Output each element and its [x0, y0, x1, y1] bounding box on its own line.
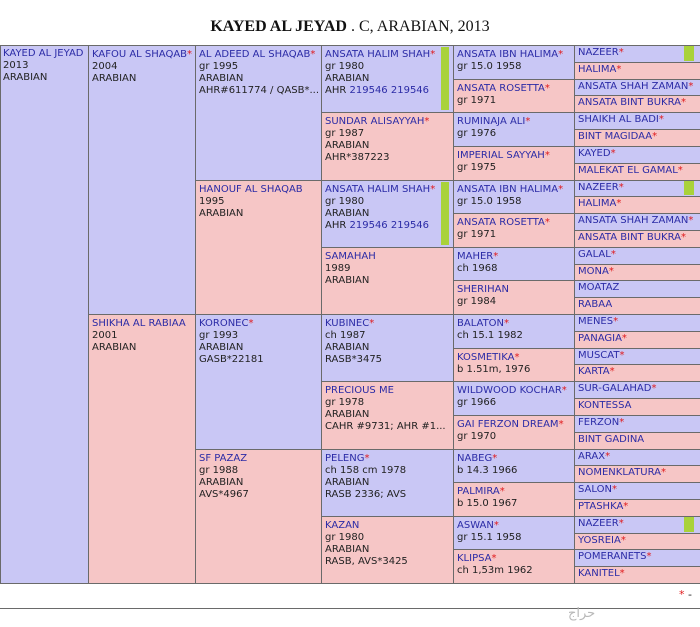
pedigree-cell	[574, 533, 700, 550]
horse-detail: gr 15.0 1958	[457, 196, 522, 207]
pedigree-cell	[453, 549, 575, 584]
footer-legend	[679, 588, 692, 601]
horse-detail: GASB*22181	[199, 354, 264, 365]
horse-detail: 1995	[199, 196, 225, 207]
registry-star: *	[493, 520, 499, 531]
pedigree-cell	[574, 566, 700, 584]
horse-name[interactable]: POMERANETS	[578, 551, 647, 562]
pedigree-cell	[574, 247, 700, 265]
pedigree-cell	[574, 348, 700, 365]
registry-star: *	[618, 47, 624, 58]
horse-name[interactable]: PRECIOUS ME	[325, 385, 394, 396]
pedigree-cell	[195, 180, 322, 315]
horse-detail: 1989	[325, 263, 351, 274]
page-title	[0, 18, 700, 36]
pedigree-cell	[574, 95, 700, 113]
horse-name[interactable]: KLIPSA	[457, 553, 492, 564]
registry-star: *	[621, 333, 627, 344]
highlight-marker	[441, 47, 449, 110]
registry-star: *	[618, 182, 624, 193]
horse-name[interactable]: NAZEER	[578, 182, 619, 193]
pedigree-cell	[574, 465, 700, 483]
horse-name[interactable]: SUR-GALAHAD	[578, 383, 652, 394]
horse-name[interactable]: IMPERIAL SAYYAH	[457, 150, 545, 161]
pedigree-cell	[321, 314, 454, 382]
horse-name[interactable]: ASWAN	[457, 520, 494, 531]
registration-row	[325, 85, 450, 97]
horse-name[interactable]: PANAGIA	[578, 333, 622, 344]
pedigree-cell	[574, 415, 700, 433]
horse-name[interactable]: KUBINEC	[325, 318, 370, 329]
registry-star: *	[623, 501, 629, 512]
registry-star: *	[561, 385, 567, 396]
horse-name[interactable]: HALIMA	[578, 64, 617, 75]
horse-detail: RASB, AVS*3425	[325, 556, 408, 567]
horse-name[interactable]: KONTESSA	[578, 400, 632, 411]
horse-detail: ARABIAN	[325, 342, 370, 353]
footer-star: *	[679, 588, 685, 601]
horse-name[interactable]: BALATON	[457, 318, 505, 329]
pedigree-cell	[574, 230, 700, 248]
horse-name[interactable]: SHERIHAN	[457, 284, 509, 295]
horse-detail: gr 15.0 1958	[457, 61, 522, 72]
horse-detail: ARABIAN	[325, 477, 370, 488]
registry-star: *	[248, 318, 254, 329]
pedigree-cell	[321, 516, 454, 584]
pedigree-cell	[321, 112, 454, 181]
horse-detail: gr 1966	[457, 397, 497, 408]
horse-detail: ARABIAN	[199, 342, 244, 353]
horse-detail: ARABIAN	[3, 72, 48, 83]
horse-detail: gr 1970	[457, 431, 497, 442]
registry-star: *	[369, 318, 375, 329]
pedigree-cell	[453, 415, 575, 450]
horse-name[interactable]: ANSATA ROSETTA	[457, 83, 545, 94]
horse-name[interactable]: PELENG	[325, 453, 365, 464]
horse-name[interactable]: NABEG	[457, 453, 493, 464]
registry-star: *	[620, 535, 626, 546]
pedigree-cell	[453, 45, 575, 80]
title-horse-name: KAYED AL JEYAD	[210, 18, 347, 35]
horse-name[interactable]: ANSATA IBN HALIMA	[457, 184, 559, 195]
registration-link[interactable]: 219546 219546	[349, 85, 430, 96]
pedigree-cell	[574, 180, 700, 197]
horse-detail: gr 1975	[457, 162, 497, 173]
pedigree-cell	[195, 45, 322, 181]
registry-star: *	[616, 198, 622, 209]
highlight-marker	[441, 182, 449, 245]
pedigree-cell	[453, 482, 575, 517]
horse-detail: CAHR #9731; AHR #1...	[325, 421, 446, 432]
horse-detail: AVS*4967	[199, 489, 249, 500]
horse-detail: gr 1987	[325, 128, 365, 139]
horse-detail: ARABIAN	[325, 73, 370, 84]
horse-name[interactable]: GAI FERZON DREAM	[457, 419, 559, 430]
pedigree-cell	[453, 146, 575, 181]
pedigree-cell	[574, 331, 700, 349]
registry-star: *	[493, 251, 499, 262]
footer-dash: -	[688, 588, 692, 601]
pedigree-cell	[453, 381, 575, 416]
horse-name[interactable]: NAZEER	[578, 47, 619, 58]
horse-detail: gr 1993	[199, 330, 239, 341]
horse-detail: AHR#611774 / QASB*...	[199, 85, 320, 96]
registry-star: *	[651, 383, 657, 394]
horse-detail: ARABIAN	[92, 342, 137, 353]
horse-name[interactable]: MENES	[578, 316, 614, 327]
registry-star: *	[619, 417, 625, 428]
pedigree-cell	[453, 449, 575, 483]
pedigree-cell	[453, 280, 575, 315]
pedigree-cell	[574, 314, 700, 332]
horse-detail: gr 15.1 1958	[457, 532, 522, 543]
horse-detail: b 15.0 1967	[457, 498, 518, 509]
pedigree-cell	[574, 112, 700, 130]
horse-name[interactable]: SHIKHA AL RABIAA	[92, 318, 186, 329]
horse-detail: ARABIAN	[325, 409, 370, 420]
pedigree-cell	[453, 180, 575, 214]
horse-name[interactable]: MOATAZ	[578, 282, 620, 293]
horse-detail: 2013	[3, 60, 29, 71]
highlight-marker	[684, 517, 694, 532]
registry-star: *	[616, 64, 622, 75]
horse-name[interactable]: ANSATA IBN HALIMA	[457, 49, 559, 60]
horse-name[interactable]: YOSREIA	[578, 535, 621, 546]
horse-name[interactable]: KANITEL	[578, 568, 620, 579]
horse-name[interactable]: MALEKAT EL GAMAL	[578, 165, 678, 176]
registry-star: *	[499, 486, 505, 497]
title-suffix: . C, ARABIAN, 2013	[350, 18, 490, 35]
horse-name[interactable]: WILDWOOD KOCHAR	[457, 385, 562, 396]
registry-star: *	[680, 97, 686, 108]
pedigree-cell	[574, 297, 700, 315]
registry-star: *	[492, 453, 498, 464]
registry-star: *	[618, 518, 624, 529]
pedigree-cell	[195, 449, 322, 584]
horse-detail: gr 1971	[457, 95, 497, 106]
horse-name[interactable]: MONA	[578, 266, 609, 277]
watermark-logo: حراج	[568, 606, 596, 621]
horse-name[interactable]: ANSATA SHAH ZAMAN	[578, 81, 689, 92]
horse-detail: ARABIAN	[325, 275, 370, 286]
registry-star: *	[430, 184, 436, 195]
registry-star: *	[558, 419, 564, 430]
pedigree-cell	[574, 79, 700, 96]
registry-star: *	[646, 551, 652, 562]
registry-star: *	[544, 83, 550, 94]
horse-name[interactable]: KORONEC	[199, 318, 249, 329]
horse-detail: gr 1980	[325, 196, 365, 207]
horse-name[interactable]: KAYED	[578, 148, 611, 159]
horse-name[interactable]: RABAA	[578, 299, 613, 310]
horse-detail: gr 1980	[325, 61, 365, 72]
horse-name[interactable]: NOMENKLATURA	[578, 467, 662, 478]
horse-name[interactable]: ANSATA SHAH ZAMAN	[578, 215, 689, 226]
registry-star: *	[688, 81, 694, 92]
pedigree-cell	[88, 45, 196, 315]
horse-name[interactable]: MAHER	[457, 251, 494, 262]
horse-name[interactable]: ANSATA HALIM SHAH	[325, 49, 431, 60]
horse-name[interactable]: SHAIKH AL BADI	[578, 114, 659, 125]
registry-star: *	[611, 484, 617, 495]
horse-name[interactable]: GALAL	[578, 249, 611, 260]
registry-star: *	[187, 49, 193, 60]
pedigree-cell	[574, 381, 700, 399]
pedigree-cell	[574, 146, 700, 164]
registry-star: *	[608, 266, 614, 277]
horse-name[interactable]: BINT GADINA	[578, 434, 645, 445]
pedigree-cell	[574, 499, 700, 517]
horse-detail: gr 1980	[325, 532, 365, 543]
pedigree-cell	[574, 482, 700, 500]
pedigree-cell	[321, 381, 454, 450]
horse-name[interactable]: KAFOU AL SHAQAB	[92, 49, 188, 60]
horse-detail: ch 15.1 1982	[457, 330, 523, 341]
pedigree-cell	[0, 45, 89, 584]
horse-detail: AHR*387223	[325, 152, 390, 163]
pedigree-cell	[574, 62, 700, 80]
horse-name[interactable]: BINT MAGIDAA	[578, 131, 653, 142]
horse-detail: 2001	[92, 330, 118, 341]
pedigree-cell	[453, 112, 575, 147]
horse-name[interactable]: RUMINAJA ALI	[457, 116, 526, 127]
horse-detail: b 14.3 1966	[457, 465, 518, 476]
pedigree-cell	[453, 516, 575, 550]
horse-name[interactable]: NAZEER	[578, 518, 619, 529]
pedigree-cell	[321, 449, 454, 517]
registry-star: *	[525, 116, 531, 127]
pedigree-cell	[453, 348, 575, 382]
registry-star: *	[544, 150, 550, 161]
horse-detail: gr 1988	[199, 465, 239, 476]
pedigree-cell	[574, 549, 700, 567]
horse-detail: ARABIAN	[199, 477, 244, 488]
horse-name[interactable]: KOSMETIKA	[457, 352, 515, 363]
pedigree-cell	[574, 129, 700, 147]
horse-name[interactable]: PTASHKA	[578, 501, 624, 512]
registry-star: *	[544, 217, 550, 228]
horse-name[interactable]: ANSATA BINT BUKRA	[578, 232, 681, 243]
horse-name[interactable]: PALMIRA	[457, 486, 500, 497]
horse-name[interactable]: KARTA	[578, 366, 610, 377]
horse-detail: ARABIAN	[199, 73, 244, 84]
pedigree-cell	[574, 432, 700, 450]
pedigree-cell	[88, 314, 196, 584]
registry-star: *	[652, 131, 658, 142]
registry-star: *	[430, 49, 436, 60]
registry-code: AHR	[325, 220, 347, 231]
registry-star: *	[424, 116, 430, 127]
pedigree-cell	[574, 45, 700, 63]
registry-star: *	[504, 318, 510, 329]
horse-name[interactable]: HANOUF AL SHAQAB	[199, 184, 303, 195]
horse-name[interactable]: HALIMA	[578, 198, 617, 209]
registry-code: AHR	[325, 85, 347, 96]
horse-name[interactable]: ANSATA HALIM SHAH	[325, 184, 431, 195]
pedigree-cell	[453, 79, 575, 113]
horse-name[interactable]: SAMAHAH	[325, 251, 376, 262]
horse-detail: ch 1968	[457, 263, 498, 274]
registry-star: *	[310, 49, 316, 60]
registry-star: *	[609, 366, 615, 377]
pedigree-cell	[321, 247, 454, 315]
horse-detail: ch 158 cm 1978	[325, 465, 407, 476]
horse-detail: gr 1984	[457, 296, 497, 307]
registry-star: *	[658, 114, 664, 125]
registry-star: *	[677, 165, 683, 176]
horse-name[interactable]: FERZON	[578, 417, 620, 428]
registration-link[interactable]: 219546 219546	[349, 220, 430, 231]
horse-detail: b 1.51m, 1976	[457, 364, 531, 375]
horse-detail: gr 1971	[457, 229, 497, 240]
registry-star: *	[514, 352, 520, 363]
horse-detail: RASB 2336; AVS	[325, 489, 407, 500]
pedigree-cell	[195, 314, 322, 450]
registry-star: *	[491, 553, 497, 564]
registry-star: *	[619, 350, 625, 361]
horse-name[interactable]: SUNDAR ALISAYYAH	[325, 116, 425, 127]
registration-row	[325, 220, 450, 232]
pedigree-cell	[574, 213, 700, 231]
horse-detail: 2004	[92, 61, 118, 72]
horse-detail: gr 1995	[199, 61, 239, 72]
registry-star: *	[605, 451, 611, 462]
horse-detail: RASB*3475	[325, 354, 383, 365]
horse-name[interactable]: SALON	[578, 484, 612, 495]
pedigree-cell	[453, 247, 575, 281]
pedigree-cell	[574, 398, 700, 416]
pedigree-cell	[574, 196, 700, 214]
pedigree-cell	[574, 264, 700, 281]
registry-star: *	[688, 215, 694, 226]
horse-name[interactable]: ANSATA BINT BUKRA	[578, 97, 681, 108]
registry-star: *	[558, 184, 564, 195]
horse-detail: ARABIAN	[92, 73, 137, 84]
registry-star: *	[558, 49, 564, 60]
pedigree-cell	[574, 449, 700, 466]
pedigree-cell	[453, 314, 575, 349]
registry-star: *	[613, 316, 619, 327]
registry-star: *	[680, 232, 686, 243]
pedigree-cell	[321, 45, 454, 113]
horse-name[interactable]: KAZAN	[325, 520, 360, 531]
horse-detail: ch 1,53m 1962	[457, 565, 533, 576]
horse-name[interactable]: MUSCAT	[578, 350, 620, 361]
registry-star: *	[619, 568, 625, 579]
horse-detail: ARABIAN	[199, 208, 244, 219]
horse-name[interactable]: AL ADEED AL SHAQAB	[199, 49, 311, 60]
horse-detail: ARABIAN	[325, 140, 370, 151]
horse-detail: ARABIAN	[325, 544, 370, 555]
registry-star: *	[610, 249, 616, 260]
registry-star: *	[610, 148, 616, 159]
pedigree-cell	[574, 163, 700, 181]
pedigree-cell	[453, 213, 575, 248]
pedigree-cell	[574, 280, 700, 298]
horse-name[interactable]: KAYED AL JEYAD	[3, 48, 84, 59]
registry-star: *	[661, 467, 667, 478]
pedigree-cell	[574, 364, 700, 382]
highlight-marker	[684, 46, 694, 61]
highlight-marker	[684, 181, 694, 195]
horse-detail: ch 1987	[325, 330, 366, 341]
horse-detail: gr 1976	[457, 128, 497, 139]
horse-detail: ARABIAN	[325, 208, 370, 219]
horse-name[interactable]: ARAX	[578, 451, 606, 462]
registry-star: *	[364, 453, 370, 464]
horse-detail: gr 1978	[325, 397, 365, 408]
pedigree-cell	[574, 516, 700, 534]
horse-name[interactable]: SF PAZAZ	[199, 453, 248, 464]
pedigree-cell	[321, 180, 454, 248]
horse-name[interactable]: ANSATA ROSETTA	[457, 217, 545, 228]
